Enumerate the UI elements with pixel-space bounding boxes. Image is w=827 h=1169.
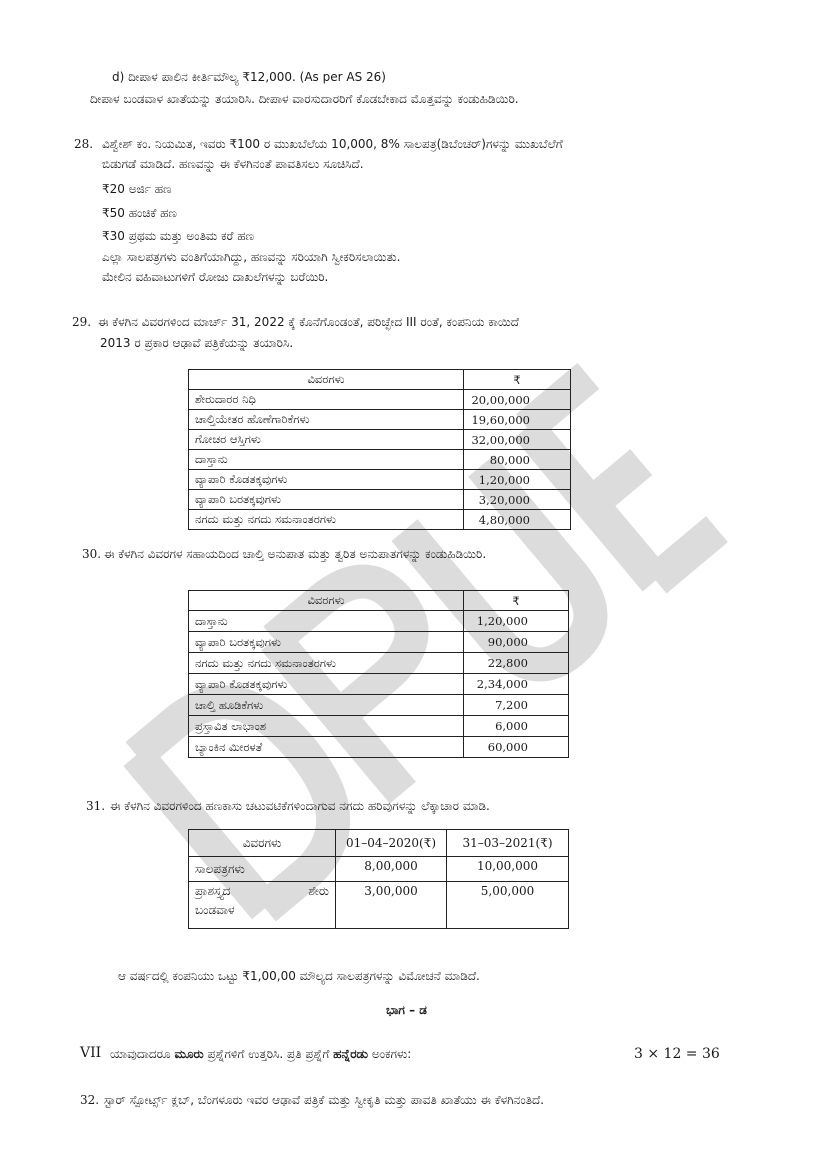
q30-number: 30. <box>82 547 102 561</box>
table-row <box>189 611 569 632</box>
row-value: 4,80,000 <box>464 510 571 530</box>
row-value: 60,000 <box>464 737 569 758</box>
header-cell: ₹ <box>464 591 569 611</box>
row-label: ಚಾಲ್ತಿ ಹೂಡಿಕೆಗಳು <box>189 695 464 716</box>
instruction-emphasis: ಮೂರು <box>174 1047 204 1061</box>
row-value: 19,60,000 <box>464 410 571 430</box>
q29-line1: ಈ ಕೆಳಗಿನ ವಿವರಗಳಿಂದ ಮಾರ್ಚ್ 31, 2022 ಕ್ಕೆ ಕೊನೆಗೊಂಡಂತೆ, ಪರಿಚ್ಛೇದ III ರಂತೆ, ಕಂಪನಿಯ ಕಾಯಿದೆ <box>98 315 520 329</box>
q28-item-3: ₹30 ಪ್ರಥಮ ಮತ್ತು ಅಂತಿಮ ಕರೆ ಹಣ <box>102 229 255 243</box>
q28-line1: ವಿಶ್ವೇಶ್ ಕಂ. ನಿಯಮಿತ, ಇವರು ₹100 ರ ಮುಖಬೆಲೆಯ 10,000, 8% ಸಾಲಪತ್ರ(ಡಿಬೆಂಚರ್)ಗಳನ್ನು ಮುಖಬೆಲೆಗೆ <box>102 137 563 151</box>
header-cell: ವಿವರಗಳು <box>189 370 464 390</box>
row-label-part: ಪ್ರಾಶಸ್ತ್ಯದ <box>195 884 231 898</box>
instruction-line: ದೀಪಾಳ ಬಂಡವಾಳ ಖಾತೆಯನ್ನು ತಯಾರಿಸಿ. ದೀಪಾಳ ವಾರಸುದಾರರಿಗೆ ಕೊಡಬೇಕಾದ ಮೊತ್ತವನ್ನು ಕಂಡುಹಿಡಿಯಿರಿ. <box>90 92 519 106</box>
header-cell: 31–03–2021(₹) <box>447 830 569 857</box>
table-row <box>189 430 571 450</box>
table-row <box>189 674 569 695</box>
row-value: 5,00,000 <box>447 882 569 929</box>
row-label: ವ್ಯಾಪಾರಿ ಕೊಡತಕ್ಕವುಗಳು <box>189 674 464 695</box>
row-value: 22,800 <box>464 653 569 674</box>
instruction-emphasis: ಹನ್ನೆರಡು <box>333 1047 369 1061</box>
row-value: 80,000 <box>464 450 571 470</box>
header-cell: ₹ <box>464 370 571 390</box>
row-label: ನಗದು ಮತ್ತು ನಗದು ಸಮನಾಂತರಗಳು <box>189 653 464 674</box>
instruction-part: ಯಾವುದಾದರೂ <box>110 1047 175 1061</box>
row-label: ಪ್ರಸ್ತಾವಿತ ಲಾಭಾಂಶ <box>189 716 464 737</box>
table-header-row <box>189 830 569 857</box>
q29-line2: 2013 ರ ಪ್ರಕಾರ ಆಢಾವೆ ಪತ್ರಿಕೆಯನ್ನು ತಯಾರಿಸಿ. <box>100 336 294 350</box>
table-row <box>189 510 571 530</box>
header-cell: ವಿವರಗಳು <box>189 591 464 611</box>
q30-table <box>188 590 569 758</box>
q29-number: 29. <box>72 315 92 329</box>
section-marks: 3 × 12 = 36 <box>634 1046 720 1062</box>
table-header-row <box>189 591 569 611</box>
row-label: ಬ್ಯಾಂಕಿನ ಮೀರಳತೆ <box>189 737 464 758</box>
q28-number: 28. <box>74 137 94 151</box>
instruction-part: ಅಂಕಗಳು: <box>368 1047 412 1061</box>
row-label: ಚಾಲ್ತಿಯೇತರ ಹೊಣೆಗಾರಿಕೆಗಳು <box>189 410 464 430</box>
q32-number: 32. <box>80 1093 100 1107</box>
table-header-row <box>189 370 571 390</box>
table-row <box>189 695 569 716</box>
q31-table <box>188 829 569 929</box>
row-value: 32,00,000 <box>464 430 571 450</box>
q30-line1: ಈ ಕೆಳಗಿನ ವಿವರಗಳ ಸಹಾಯದಿಂದ ಚಾಲ್ತಿ ಅನುಪಾತ ಮತ್ತು ತ್ವರಿತ ಅನುಪಾತಗಳನ್ನು ಕಂಡುಹಿಡಿಯಿರಿ. <box>104 547 487 561</box>
row-value: 90,000 <box>464 632 569 653</box>
row-label-part: ಶೇರು <box>308 884 329 898</box>
q31-note: ಆ ವರ್ಷದಲ್ಲಿ ಕಂಪನಿಯು ಒಟ್ಟು ₹1,00,00 ಮೌಲ್ಯದ ಸಾಲಪತ್ರಗಳನ್ನು ವಿಮೋಚನೆ ಮಾಡಿದೆ. <box>118 969 480 983</box>
section-number: VII <box>80 1045 102 1061</box>
table-row <box>189 737 569 758</box>
row-label: ದಾಸ್ತಾನು <box>189 611 464 632</box>
part-heading: ಭಾಗ – ಡ <box>386 1003 427 1017</box>
row-label: ನಗದು ಮತ್ತು ನಗದು ಸಮನಾಂತರಗಳು <box>189 510 464 530</box>
row-label: ವ್ಯಾಪಾರಿ ಬರತಕ್ಕವುಗಳು <box>189 632 464 653</box>
row-value: 20,00,000 <box>464 390 571 410</box>
q29-table <box>188 369 571 530</box>
row-label: ಗೋಚರ ಆಸ್ತಿಗಳು <box>189 430 464 450</box>
row-label: ದಾಸ್ತಾನು <box>189 450 464 470</box>
option-d-line: d) ದೀಪಾಳ ಪಾಲಿನ ಕೀರ್ತಿಮೌಲ್ಯ ₹12,000. (As per AS 26) <box>112 70 386 84</box>
section-instruction <box>110 1047 411 1062</box>
row-label: ಶೇರುದಾರರ ನಿಧಿ <box>189 390 464 410</box>
row-value: 1,20,000 <box>464 611 569 632</box>
q28-line3: ಎಲ್ಲಾ ಸಾಲಪತ್ರಗಳು ವಂತಿಗೆಯಾಗಿದ್ದು, ಹಣವನ್ನು ಸರಿಯಾಗಿ ಸ್ವೀಕರಿಸಲಾಯಿತು. <box>102 250 401 264</box>
q32-line1: ಸ್ಟಾರ್ ಸ್ಪೋರ್ಟ್ಸ್ ಕ್ಲಬ್, ಬೆಂಗಳೂರು ಇವರ ಆಢಾವೆ ಪತ್ರಿಕೆ ಮತ್ತು ಸ್ವೀಕೃತಿ ಮತ್ತು ಪಾವತಿ ಖಾತೆಯು ಈ ಕೆಳಗಿನಂತಿದೆ. <box>104 1093 545 1107</box>
q31-line1: ಈ ಕೆಳಗಿನ ವಿವರಗಳಿಂದ ಹಣಕಾಸು ಚಟುವಟಿಕೆಗಳಿಂದಾಗುವ ನಗದು ಹರಿವುಗಳನ್ನು ಲೆಕ್ಕಾಚಾರ ಮಾಡಿ. <box>110 799 490 813</box>
row-value: 3,00,000 <box>336 882 447 929</box>
table-row <box>189 857 569 882</box>
table-row <box>189 882 569 929</box>
row-value: 1,20,000 <box>464 470 571 490</box>
header-cell: 01–04–2020(₹) <box>336 830 447 857</box>
row-label <box>189 882 336 929</box>
table-row <box>189 410 571 430</box>
q31-number: 31. <box>86 799 106 813</box>
row-value: 7,200 <box>464 695 569 716</box>
table-row <box>189 632 569 653</box>
row-label: ವ್ಯಾಪಾರಿ ಬರತಕ್ಕವುಗಳು <box>189 490 464 510</box>
instruction-part: ಪ್ರಶ್ನೆಗಳಿಗೆ ಉತ್ತರಿಸಿ. ಪ್ರತಿ ಪ್ರಶ್ನೆಗೆ <box>203 1047 334 1061</box>
q28-line4: ಮೇಲಿನ ವಹಿವಾಟುಗಳಿಗೆ ರೋಜು ದಾಖಲೆಗಳನ್ನು ಬರೆಯಿರಿ. <box>102 270 329 284</box>
row-value: 2,34,000 <box>464 674 569 695</box>
table-row <box>189 450 571 470</box>
q28-line2: ಬಿಡುಗಡೆ ಮಾಡಿದೆ. ಹಣವನ್ನು ಈ ಕೆಳಗಿನಂತೆ ಪಾವತಿಸಲು ಸೂಚಿಸಿದೆ. <box>102 157 364 171</box>
q28-item-1: ₹20 ಅರ್ಜಿ ಹಣ <box>102 182 172 196</box>
header-cell: ವಿವರಗಳು <box>189 830 336 857</box>
table-row <box>189 390 571 410</box>
row-label: ವ್ಯಾಪಾರಿ ಕೊಡತಕ್ಕವುಗಳು <box>189 470 464 490</box>
table-row <box>189 470 571 490</box>
table-row <box>189 490 571 510</box>
q28-item-2: ₹50 ಹಂಚಿಕೆ ಹಣ <box>102 206 177 220</box>
row-value: 3,20,000 <box>464 490 571 510</box>
row-value: 6,000 <box>464 716 569 737</box>
table-row <box>189 653 569 674</box>
row-value: 8,00,000 <box>336 857 447 882</box>
row-label: ಸಾಲಪತ್ರಗಳು <box>189 857 336 882</box>
table-row <box>189 716 569 737</box>
row-value: 10,00,000 <box>447 857 569 882</box>
row-label-part: ಬಂಡವಾಳ <box>195 903 235 917</box>
